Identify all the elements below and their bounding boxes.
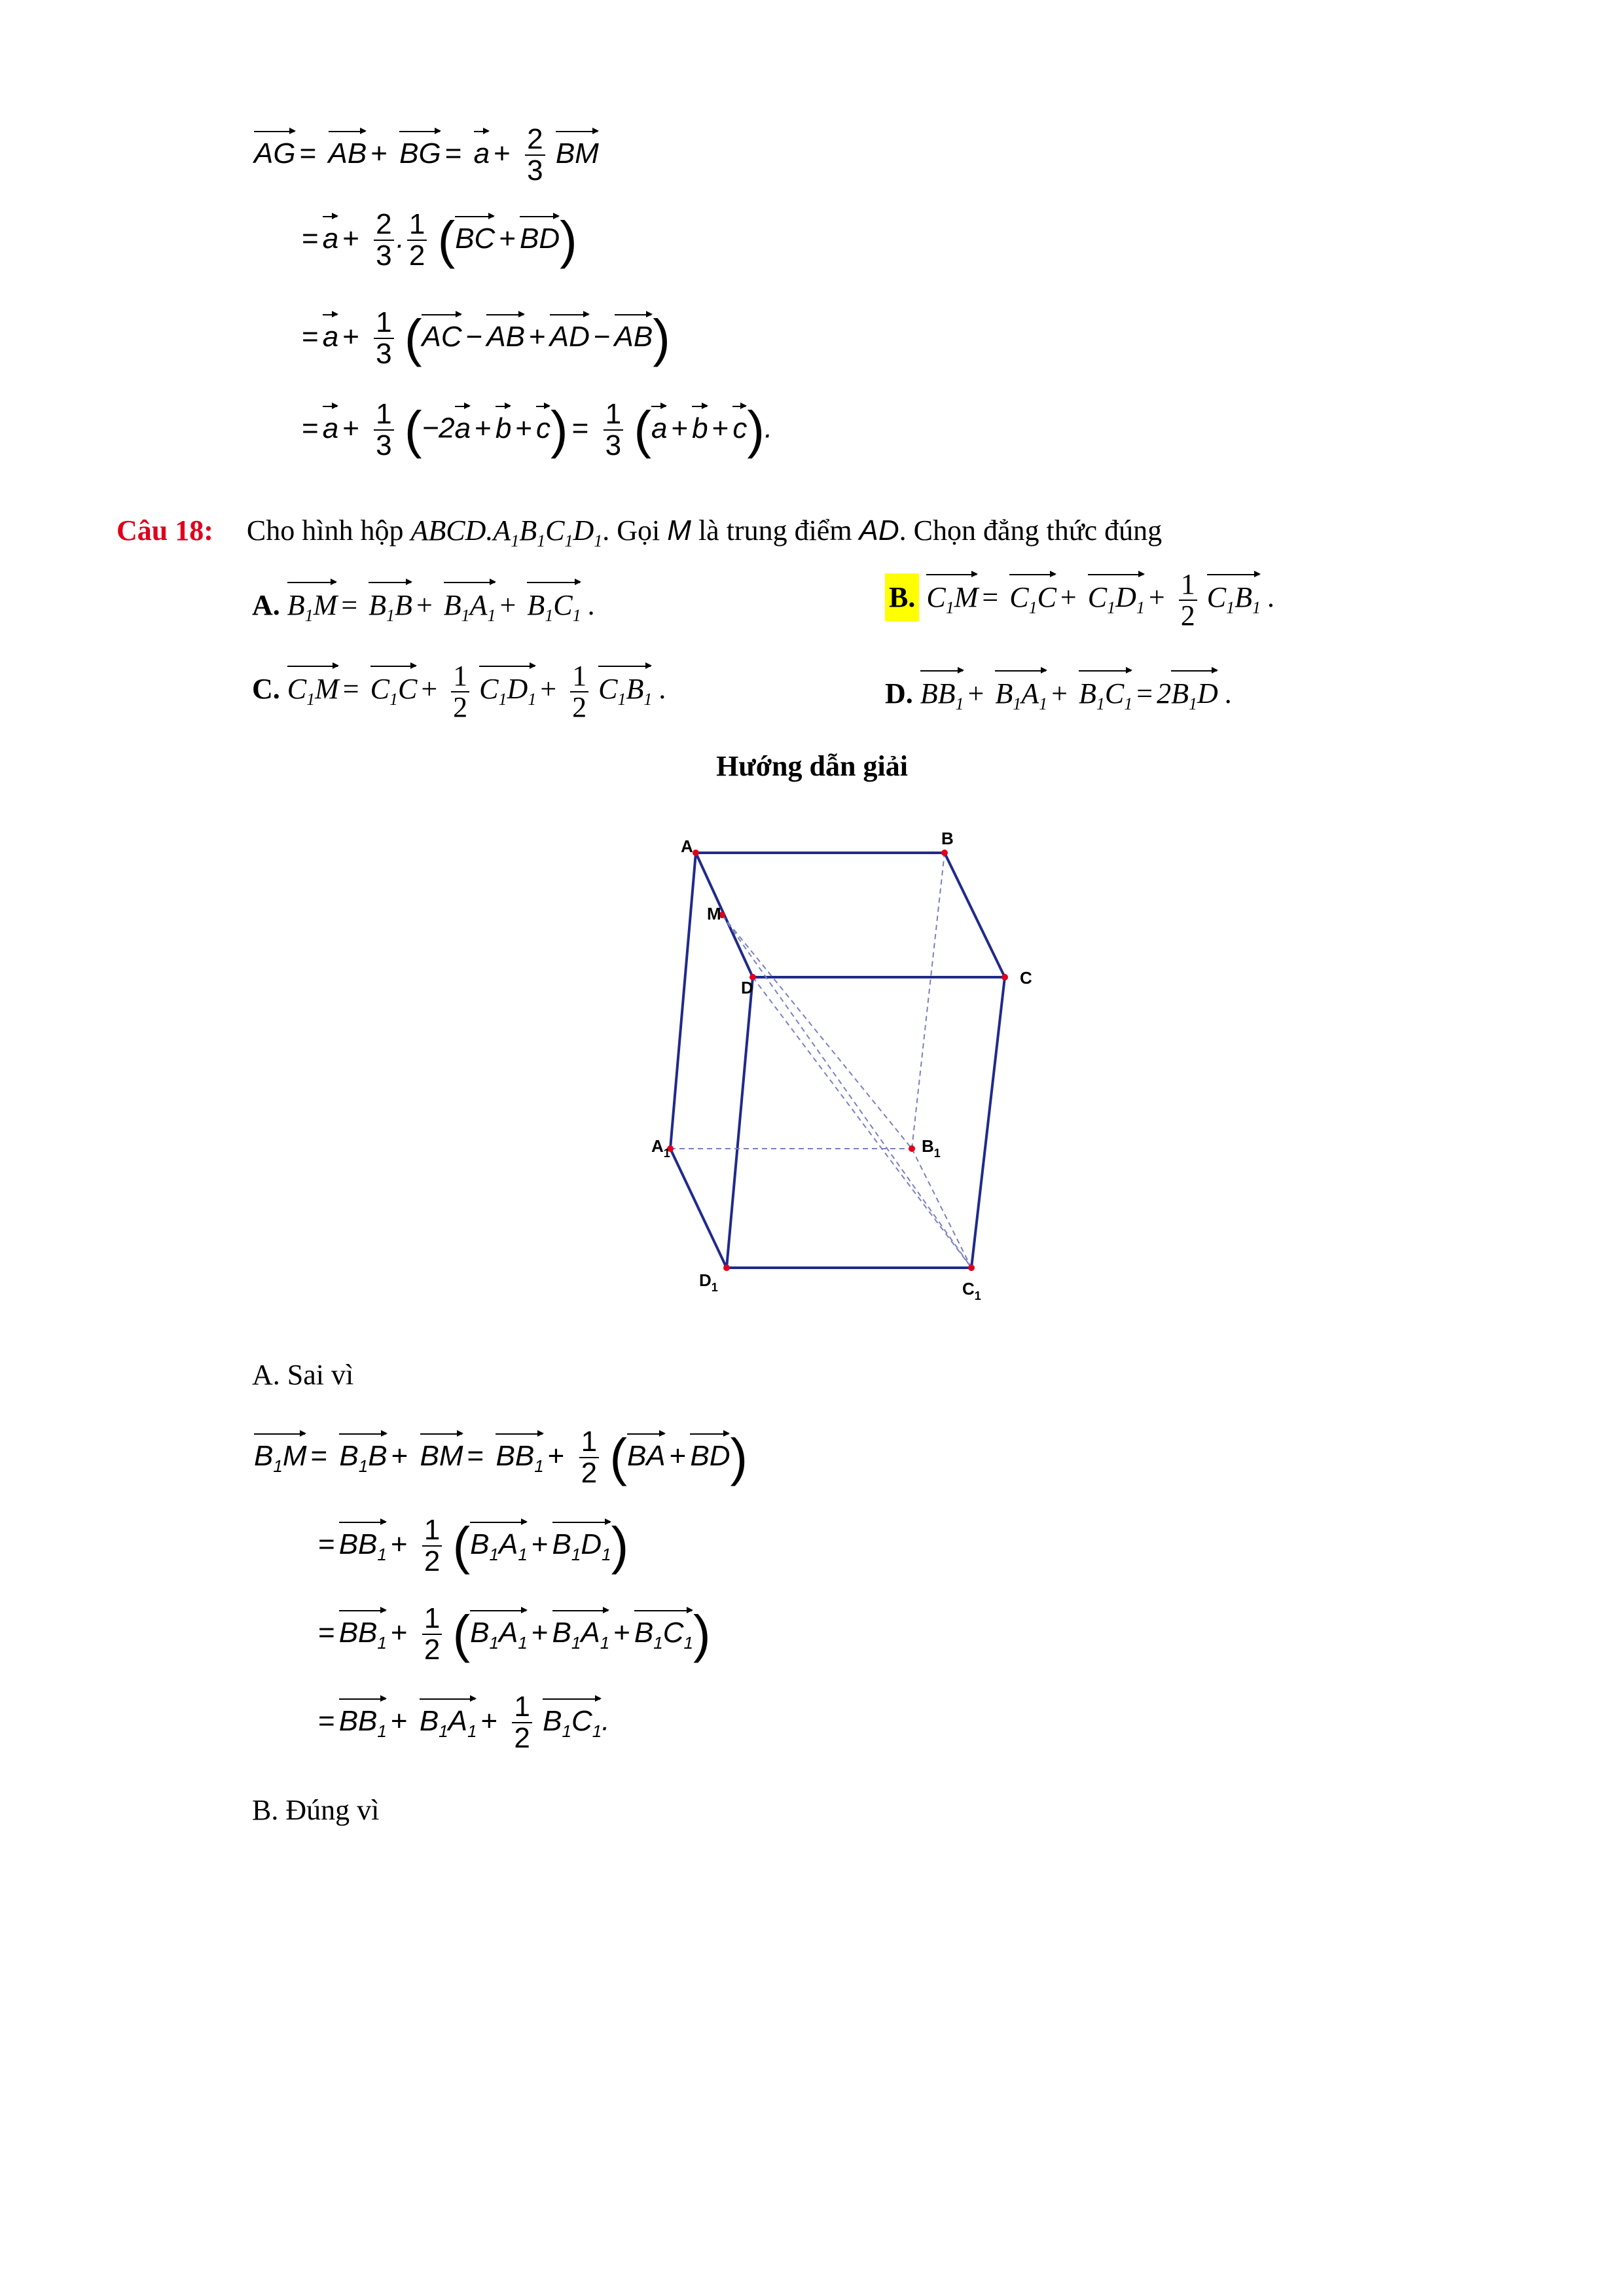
- option-B[interactable]: B. $C_1M = C_1C + C_1D_1$ + $\frac{1}{2}$ $C_1B_1$ .: [885, 569, 1275, 631]
- vector-BB1: $BB_1$: [339, 1519, 387, 1565]
- vector-BD: BD: [690, 1431, 730, 1473]
- option-A-letter: A.: [252, 589, 280, 621]
- answer-B-heading: B. Đúng vì: [252, 1794, 380, 1826]
- fraction-half: $\frac{1}{2}$: [579, 1427, 599, 1488]
- vector-C1D1: $C_1D_1$: [479, 663, 536, 709]
- vector-B1A1: $B_1A_1$: [995, 668, 1047, 714]
- segment-DC1: [753, 977, 971, 1268]
- vector-BB1: $BB_1$: [496, 1431, 543, 1477]
- label-C1: $C_1$: [962, 1279, 981, 1302]
- parallelepiped-figure: [628, 818, 1047, 1316]
- vector-B1B: $B_1B$: [369, 579, 412, 626]
- vector-AD: AD: [550, 312, 590, 353]
- edge-DD1: [727, 977, 753, 1268]
- vector-BB1: $BB_1$: [339, 1607, 387, 1653]
- vector-B1D1: $B_1D_1$: [552, 1519, 611, 1565]
- vector-BC: BC: [455, 213, 495, 255]
- derivation-line-1: AG = AB + BG = a + $\frac{2}{3}$ BM: [254, 123, 599, 187]
- vector-BG: BG: [399, 128, 441, 170]
- vector-AB: AB: [486, 312, 525, 353]
- option-D[interactable]: D. $BB_1 + B_1A_1 + B_1C_1 = 2B_1D$ .: [885, 668, 1233, 714]
- segment-AD: AD: [859, 514, 899, 547]
- vector-B1M: $B_1M$: [287, 579, 338, 626]
- vector-a: a: [651, 403, 667, 445]
- period: .: [764, 412, 773, 444]
- fraction-half: $\frac{1}{2}$: [422, 1604, 442, 1665]
- fraction: $\frac{1}{3}$: [374, 399, 393, 461]
- question-text-4: . Chọn đẳng thức đúng: [899, 514, 1163, 547]
- question-text-2: . Gọi: [602, 514, 660, 547]
- label-D: D: [741, 978, 753, 997]
- segment-MC1: [722, 915, 971, 1268]
- fraction-half: $\frac{1}{2}$: [1179, 569, 1197, 631]
- edge-B1C1: [912, 1149, 971, 1268]
- vector-BA: BA: [627, 1431, 666, 1473]
- vector-a: a: [323, 403, 338, 445]
- vector-BB1: $BB_1$: [920, 668, 964, 714]
- solution-title: Hướng dẫn giải: [716, 750, 908, 782]
- option-A[interactable]: A. $B_1M = B_1B + B_1A_1 + B_1C_1$ .: [252, 579, 596, 626]
- vector-AB: AB: [329, 128, 367, 170]
- answer-A-heading: A. Sai vì: [252, 1359, 354, 1391]
- derivation-line-3: = a + $\frac{1}{3}$ (AC − AB + AD − AB): [302, 306, 670, 370]
- vector-c: c: [732, 403, 747, 445]
- vector-a: a: [455, 403, 471, 445]
- vector-C1M: $C_1M$: [287, 663, 339, 709]
- question-line: [117, 514, 1162, 551]
- vector-B1C1: $B_1C_1$: [634, 1607, 693, 1653]
- vector-b: b: [496, 403, 511, 445]
- vector-a: a: [323, 312, 338, 353]
- vector-C1C: $C_1C$: [1009, 571, 1056, 618]
- vector-AC: AC: [422, 312, 461, 353]
- edge-CC1: [971, 977, 1005, 1268]
- vector-B1A1: $B_1A_1$: [420, 1696, 477, 1742]
- edge-BC: [945, 853, 1005, 977]
- fraction: $\frac{1}{3}$: [604, 399, 623, 461]
- option-C-letter: C.: [252, 673, 280, 706]
- answer-A-line-2: = $BB_1$ + $\frac{1}{2}$ $(B_1A_1 + B_1D_1)$: [318, 1514, 629, 1577]
- derivation-line-4: = a + $\frac{1}{3}$ (−2a + b + c) = $\frac{1}{3}$ (a + b + c).: [302, 398, 773, 461]
- fraction-half: $\frac{1}{2}$: [570, 661, 588, 723]
- fraction: $\frac{2}{3}$: [374, 209, 393, 271]
- edge-A1D1: [670, 1149, 727, 1268]
- derivation-line-2: = a + $\frac{2}{3}$ . $\frac{1}{2}$ (BC + BD): [302, 208, 577, 272]
- segment-MB1: [722, 915, 912, 1149]
- vector-B1A1: $B_1A_1$: [444, 579, 496, 626]
- answer-A-line-3: = $BB_1$ + $\frac{1}{2}$ $(B_1A_1 + B_1A_1 + B_1C_1)$: [318, 1602, 711, 1666]
- fraction: $\frac{1}{3}$: [374, 308, 393, 369]
- option-D-letter: D.: [885, 677, 913, 709]
- fraction: $\frac{2}{3}$: [525, 124, 545, 186]
- vector-C1D1: $C_1D_1$: [1088, 571, 1145, 618]
- label-A: A: [681, 836, 693, 856]
- dot: .: [396, 222, 405, 255]
- question-text-3: là trung điểm: [698, 514, 852, 547]
- edge-AA1: [670, 853, 696, 1149]
- vector-BM: BM: [420, 1431, 463, 1473]
- fraction: $\frac{1}{2}$: [407, 209, 427, 271]
- point-M: M: [667, 514, 691, 547]
- label-B: B: [941, 829, 954, 848]
- fraction-half: $\frac{1}{2}$: [451, 661, 469, 723]
- vector-B1D: $B_1D$: [1171, 668, 1218, 714]
- option-C[interactable]: C. $C_1M = C_1C$ + $\frac{1}{2}$ $C_1D_1$ + $\frac{1}{2}$ $C_1B_1$ .: [252, 660, 667, 723]
- vector-B1B: $B_1B$: [339, 1431, 387, 1477]
- fraction-half: $\frac{1}{2}$: [512, 1692, 532, 1753]
- question-label: Câu 18:: [117, 514, 213, 547]
- edge-B1B: [912, 853, 945, 1149]
- answer-A-line-4: = $BB_1 + B_1A_1$ + $\frac{1}{2}$ $B_1C_1$.: [318, 1691, 610, 1754]
- fraction-half: $\frac{1}{2}$: [422, 1515, 442, 1577]
- label-M: M: [707, 904, 721, 924]
- vector-B1C1: $B_1C_1$: [543, 1696, 602, 1742]
- label-C: C: [1020, 968, 1032, 988]
- label-D1: $D_1$: [699, 1270, 718, 1294]
- vector-b: b: [692, 403, 708, 445]
- question-text-1: Cho hình hộp: [246, 514, 404, 547]
- vector-c: c: [536, 403, 550, 445]
- vector-AG: AG: [254, 128, 296, 170]
- option-B-letter: B.: [885, 573, 919, 621]
- vector-AB: AB: [615, 312, 653, 353]
- answer-A-line-1: $B_1M = B_1B$ + BM = $BB_1$ + $\frac{1}{2}$ (BA + BD): [254, 1426, 748, 1489]
- box-name: $ABCD.A_1B_1C_1D_1$: [410, 514, 603, 550]
- vector-C1M: $C_1M$: [926, 571, 978, 618]
- vector-C1B1: $C_1B_1$: [1207, 571, 1261, 618]
- coefficient: −2: [422, 412, 455, 444]
- vector-BM: BM: [556, 128, 599, 170]
- vector-BD: BD: [520, 213, 560, 255]
- vector-C1B1: $C_1B_1$: [598, 663, 652, 709]
- vector-B1A1: $B_1A_1$: [470, 1519, 528, 1565]
- vector-B1M: $B_1M$: [254, 1431, 306, 1477]
- vector-B1A1: $B_1A_1$: [470, 1607, 528, 1653]
- vector-a: a: [323, 213, 338, 255]
- vector-C1C: $C_1C$: [370, 663, 418, 709]
- vector-a: a: [474, 128, 490, 170]
- label-B1: $B_1$: [922, 1136, 941, 1160]
- label-A1: $A_1$: [651, 1136, 670, 1160]
- vector-B1C1: $B_1C_1$: [1079, 668, 1132, 714]
- vector-B1A1: $B_1A_1$: [552, 1607, 610, 1653]
- vector-B1C1: $B_1C_1$: [527, 579, 581, 626]
- vector-BB1: $BB_1$: [339, 1696, 387, 1742]
